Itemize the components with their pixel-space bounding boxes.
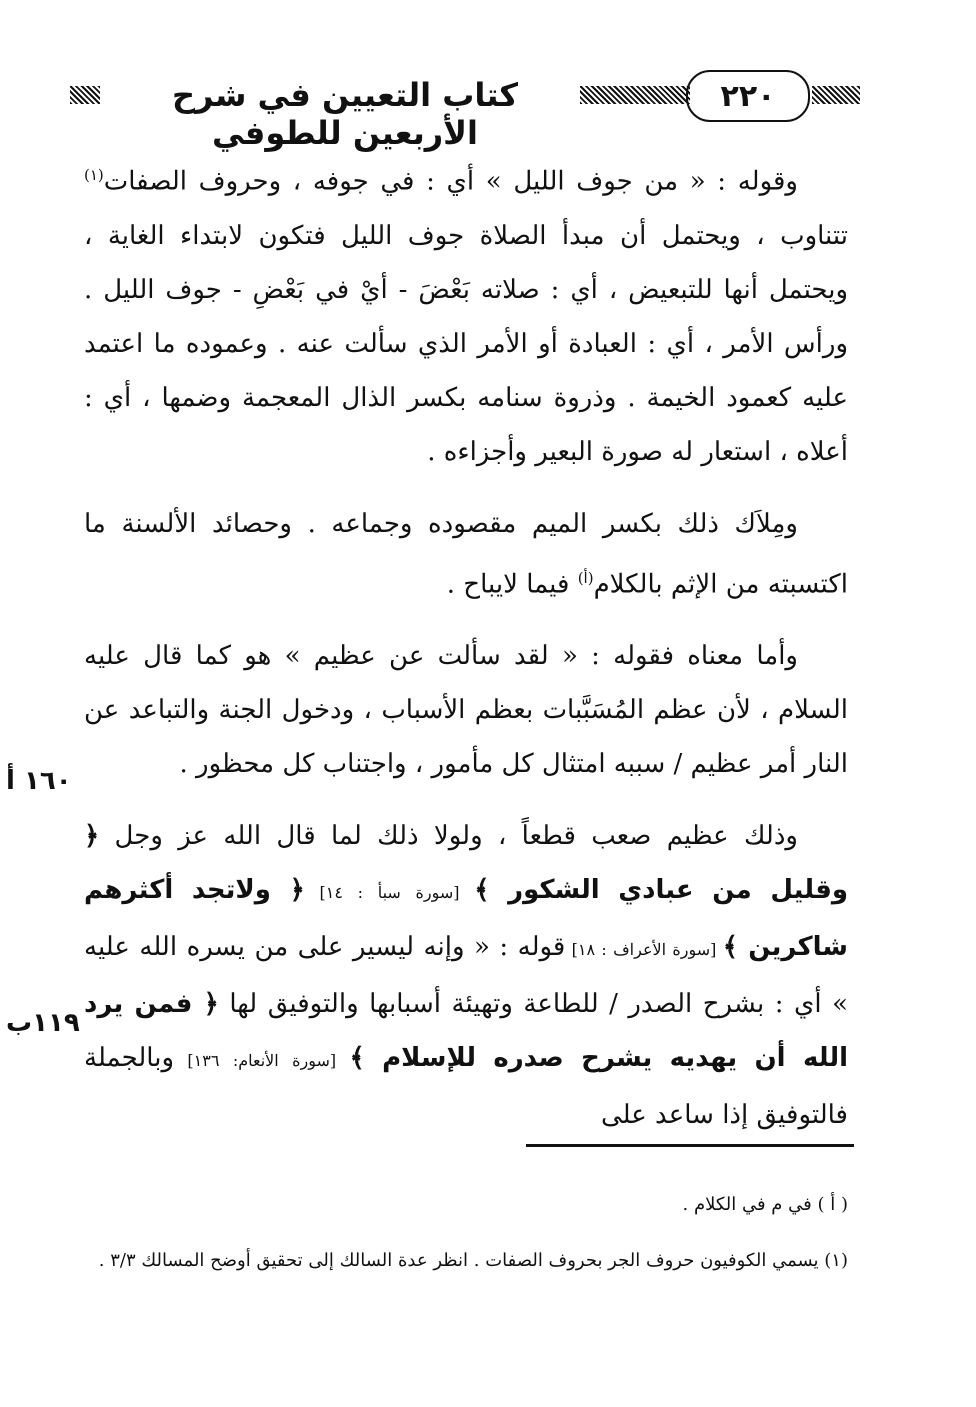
footnote-1: (١) يسمي الكوفيون حروف الجر بحروف الصفات . انظر عدة السالك إلى تحقيق أوضح المسالك ٣/٣ . [98, 1250, 848, 1271]
paragraph-1 [84, 148, 848, 479]
p2-text: ومِلاَك ذلك بكسر الميم مقصوده وجماعه . وحصائد الألسنة ما اكتسبته من الإثم بالكلام [84, 508, 848, 600]
page-number: ٢٢٠ [686, 70, 810, 122]
footnote-ref-1: (١) [84, 166, 104, 184]
paragraph-2 [84, 497, 848, 612]
p4-text-b: قوله : « وإنه ليسير على من يسره الله عليه » أي : بشرح الصدر / للطاعة وتهيئة أسبابها والتوفيق لها [84, 932, 848, 1020]
quran-quote-3: ﴿ فمن يرد الله أن يهديه يشرح صدره للإسلام ﴾ [84, 989, 848, 1074]
page-header [70, 66, 860, 152]
quran-quote-1: ﴿ وقليل من عبادي الشكور ﴾ [84, 821, 849, 906]
footnote-divider [526, 1144, 854, 1147]
p4-text-c: وبالجملة فالتوفيق إذا ساعد على [84, 1043, 848, 1131]
footnote-a: ( أ ) في م في الكلام . [682, 1194, 848, 1215]
header-ornament-right [580, 86, 690, 104]
p2-text-cont: فيما لايباح . [446, 569, 578, 600]
paragraph-3 [84, 629, 848, 791]
margin-folio-119b: ١١٩ب [6, 1008, 80, 1038]
footnote-ref-a: (أ) [577, 568, 594, 587]
surah-ref-2: [سورة الأعراف : ١٨] [565, 940, 723, 960]
header-ornament-tail [812, 86, 860, 104]
p4-text: وذلك عظيم صعب قطعاً ، ولولا ذلك لما قال الله عز وجل [99, 821, 798, 852]
p1-text: وقوله : « من جوف الليل » أي : في جوفه ، وحروف الصفات [103, 166, 798, 197]
quran-quote-2: ﴿ ولاتجد أكثرهم شاكرين ﴾ [84, 875, 848, 963]
p3-text: وأما معناه فقوله : « لقد سألت عن عظيم » هو كما قال عليه السلام ، لأن عظم المُسَبَّبات بعظم الأسباب ، ودخول الجنة والتباعد عن النار أمر عظيم / سببه امتثال كل مأمور ، واجتناب كل محظور . [84, 641, 848, 780]
surah-ref-3: [سورة الأنعام: ١٣٦] [174, 1051, 350, 1071]
header-ornament-left [70, 86, 100, 104]
surah-ref-1: [سورة سبأ : ١٤] [304, 883, 475, 903]
book-title: كتاب التعيين في شرح الأربعين للطوفي [171, 76, 519, 152]
p1-text-cont: تتناوب ، ويحتمل أن مبدأ الصلاة جوف الليل فتكون لابتداء الغاية ، ويحتمل أنها للتبعيض ، أي : صلاته بَعْضَ - أيْ في بَعْضِ - جوف الليل . ورأس الأمر ، أي : العبادة أو الأمر الذي سألت عنه . وعموده ما اعتمد عليه كعمود الخيمة . وذروة سنامه بكسر الذال المعجمة وضمها ، أي : أعلاه ، استعار له صورة البعير وأجزاءه . [84, 220, 848, 467]
margin-folio-160a: ١٦٠ أ [6, 766, 72, 796]
paragraph-4 [84, 809, 848, 1142]
main-text [84, 148, 848, 1160]
